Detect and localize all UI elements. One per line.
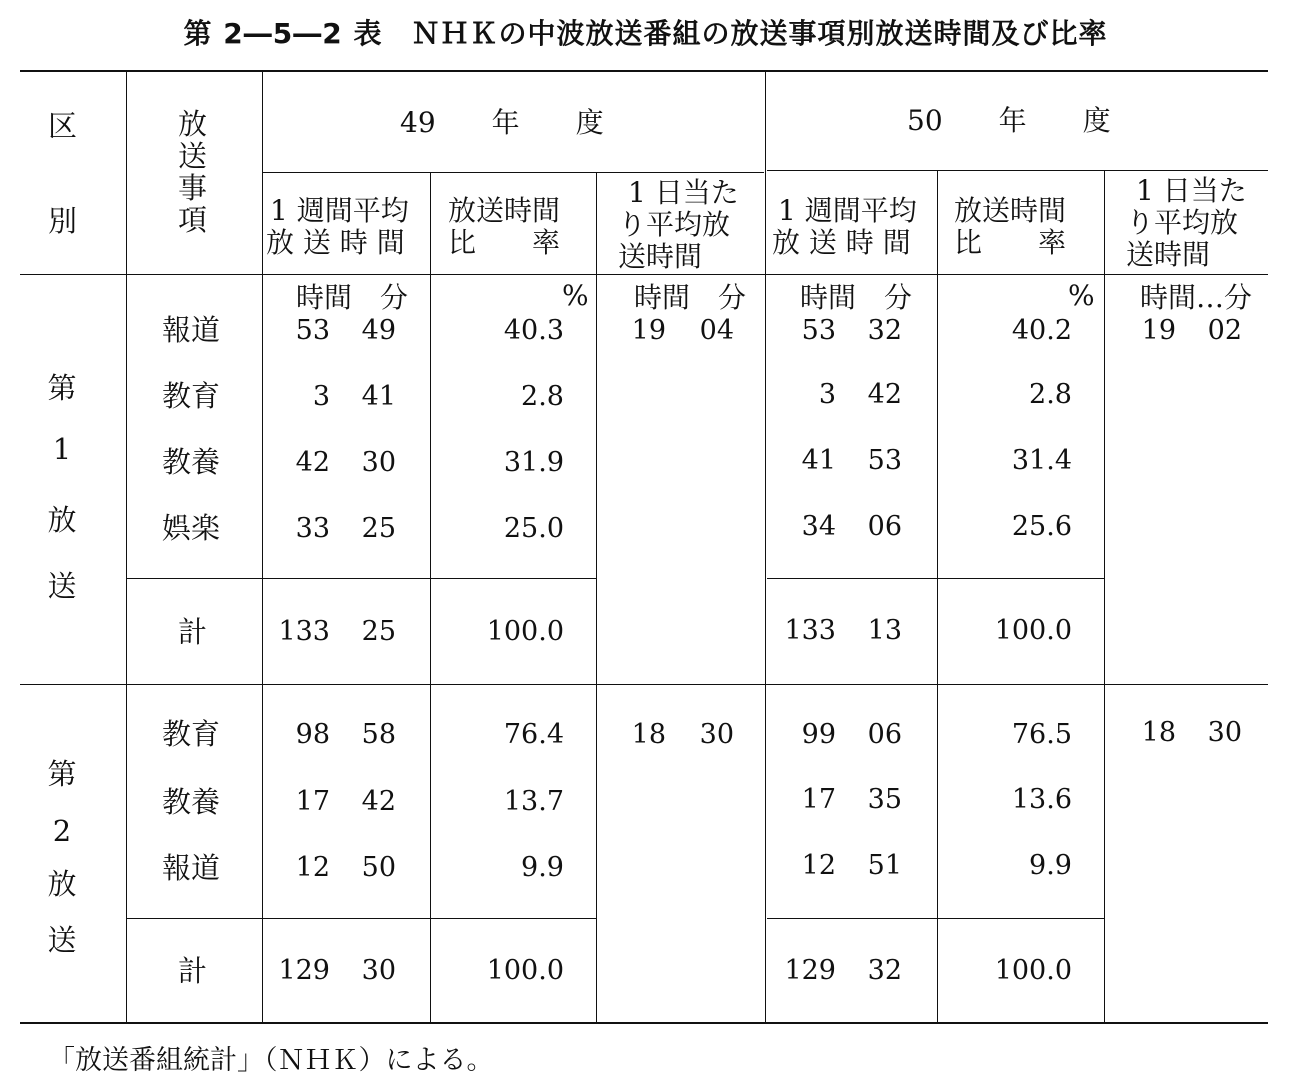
vrule-49-ratio [596,172,597,1022]
cell-50-minutes: 51 [867,850,902,881]
section2-label-4: 送 [47,923,77,957]
cell-50-hours: 17 [801,784,836,815]
cell-50-minutes: 13 [867,615,902,646]
cell-49-hours: 133 [278,616,330,647]
cell-49-daily-minutes: 30 [699,719,734,750]
cell-49-minutes: 41 [361,381,396,412]
cell-49-pct: 9.9 [521,852,564,883]
rule-section-divider [20,684,1268,685]
header-50-daily-3: 送時間 [1126,238,1211,271]
unit-49-daily: 時間 分 [634,281,747,314]
unit-50-pct: % [1068,279,1095,312]
row-item: 教育 [162,717,221,751]
cell-50-hours: 3 [818,379,836,410]
cell-49-pct: 100.0 [486,955,564,986]
cell-49-pct: 25.0 [503,513,564,544]
cell-49-daily-hours: 19 [631,315,666,346]
cell-49-hours: 12 [295,852,330,883]
rule-subtotal-2-50 [767,918,1104,919]
vrule-49-weekly [430,172,431,1022]
cell-50-minutes: 06 [867,511,902,542]
cell-49-pct: 31.9 [503,447,564,478]
row-item: 計 [178,615,208,649]
cell-50-daily-minutes: 30 [1207,717,1242,748]
cell-49-hours: 33 [295,513,330,544]
header-49-ratio-2: 比 率 [448,226,561,259]
section1-label-1: 第 [47,371,77,405]
rule-subtotal-1-50 [767,578,1104,579]
cell-50-pct: 40.2 [1011,315,1072,346]
rule-subtotal-2-49 [126,918,596,919]
cell-49-hours: 129 [278,955,330,986]
rule-top [20,70,1268,72]
cell-49-hours: 98 [295,719,330,750]
cell-50-hours: 133 [784,615,836,646]
table-title: 第 2―5―2 表 ＮＨＫの中波放送番組の放送事項別放送時間及び比率 [183,17,1108,50]
header-50-ratio-1: 放送時間 [954,194,1067,227]
header-jiko-2: 送 [178,139,208,173]
source-note: 「放送番組統計」（ＮＨＫ）による。 [48,1045,494,1076]
cell-50-hours: 53 [801,315,836,346]
rule-header-bottom [20,274,1268,275]
cell-49-minutes: 58 [361,719,396,750]
cell-50-pct: 9.9 [1029,850,1072,881]
header-kubun-2: 別 [48,204,78,238]
unit-50-weekly: 時間 分 [800,281,913,314]
rule-header-mid-50 [767,170,1268,171]
header-50-weekly-1: 1 週間平均 [778,194,917,227]
cell-49-minutes: 49 [361,315,396,346]
cell-49-minutes: 50 [361,852,396,883]
row-item: 計 [178,954,208,988]
header-year-50: 50 年 度 [907,104,1111,137]
cell-49-minutes: 25 [361,616,396,647]
rule-bottom [20,1022,1268,1024]
unit-49-weekly: 時間 分 [296,281,409,314]
section1-label-4: 送 [47,569,77,603]
header-49-ratio-1: 放送時間 [448,194,561,227]
cell-49-pct: 100.0 [486,616,564,647]
cell-50-minutes: 32 [867,315,902,346]
cell-49-hours: 42 [295,447,330,478]
cell-49-daily-minutes: 04 [699,315,734,346]
row-item: 娯楽 [162,511,221,545]
header-year-49: 49 年 度 [400,106,604,139]
vrule-50-ratio [1104,170,1105,1022]
vrule-kubun [126,72,127,1022]
cell-50-hours: 34 [801,511,836,542]
cell-50-minutes: 35 [867,784,902,815]
vrule-jiko [262,72,263,578]
cell-50-minutes: 42 [867,379,902,410]
cell-49-daily-hours: 18 [631,719,666,750]
row-item: 報道 [162,851,221,885]
cell-49-pct: 2.8 [521,381,564,412]
header-kubun-1: 区 [48,109,78,143]
cell-50-daily-hours: 18 [1141,717,1176,748]
header-jiko-4: 項 [178,203,208,237]
vrule-year-split [765,72,766,1022]
cell-50-pct: 2.8 [1029,379,1072,410]
section1-label-3: 放 [47,503,77,537]
cell-50-pct: 13.6 [1011,784,1072,815]
header-50-ratio-2: 比 率 [954,226,1067,259]
cell-49-hours: 17 [295,786,330,817]
cell-50-hours: 41 [801,445,836,476]
section2-label-2: 2 [52,814,72,848]
vrule-jiko-2 [262,684,263,918]
row-item: 教育 [162,379,221,413]
cell-49-pct: 40.3 [503,315,564,346]
cell-50-pct: 76.5 [1011,719,1072,750]
cell-50-pct: 25.6 [1011,511,1072,542]
cell-49-hours: 3 [312,381,330,412]
vrule-50-weekly [937,170,938,1022]
row-item: 報道 [162,313,221,347]
cell-49-hours: 53 [295,315,330,346]
header-49-daily-3: 送時間 [618,240,703,273]
header-49-weekly-1: 1 週間平均 [270,194,409,227]
section1-label-2: 1 [52,432,72,466]
header-49-daily-1: 1 日当た [628,176,739,209]
row-item: 教養 [162,445,221,479]
vrule-jiko-total-2 [262,918,263,1022]
row-item: 教養 [162,785,221,819]
cell-49-minutes: 30 [361,955,396,986]
header-50-daily-2: り平均放 [1126,206,1239,239]
header-49-daily-2: り平均放 [618,208,731,241]
cell-49-minutes: 42 [361,786,396,817]
unit-50-daily: 時間…分 [1140,281,1253,314]
unit-49-pct: % [562,279,589,312]
cell-50-pct: 31.4 [1011,445,1072,476]
cell-50-pct: 100.0 [994,615,1072,646]
header-jiko-3: 事 [178,171,208,205]
header-50-weekly-2: 放 送 時 間 [772,226,911,259]
cell-50-minutes: 06 [867,719,902,750]
header-49-weekly-2: 放 送 時 間 [266,226,405,259]
cell-50-hours: 99 [801,719,836,750]
cell-50-daily-minutes: 02 [1207,315,1242,346]
section2-label-1: 第 [47,757,77,791]
cell-50-hours: 129 [784,955,836,986]
cell-49-minutes: 25 [361,513,396,544]
vrule-jiko-total-1 [262,578,263,684]
cell-50-pct: 100.0 [994,955,1072,986]
cell-50-hours: 12 [801,850,836,881]
cell-49-minutes: 30 [361,447,396,478]
rule-header-mid-49 [262,172,764,173]
cell-49-pct: 13.7 [503,786,564,817]
cell-50-daily-hours: 19 [1141,315,1176,346]
header-50-daily-1: 1 日当た [1136,174,1247,207]
cell-49-pct: 76.4 [503,719,564,750]
section2-label-3: 放 [47,867,77,901]
cell-50-minutes: 53 [867,445,902,476]
header-jiko-1: 放 [178,107,208,141]
rule-subtotal-1-49 [126,578,596,579]
cell-50-minutes: 32 [867,955,902,986]
